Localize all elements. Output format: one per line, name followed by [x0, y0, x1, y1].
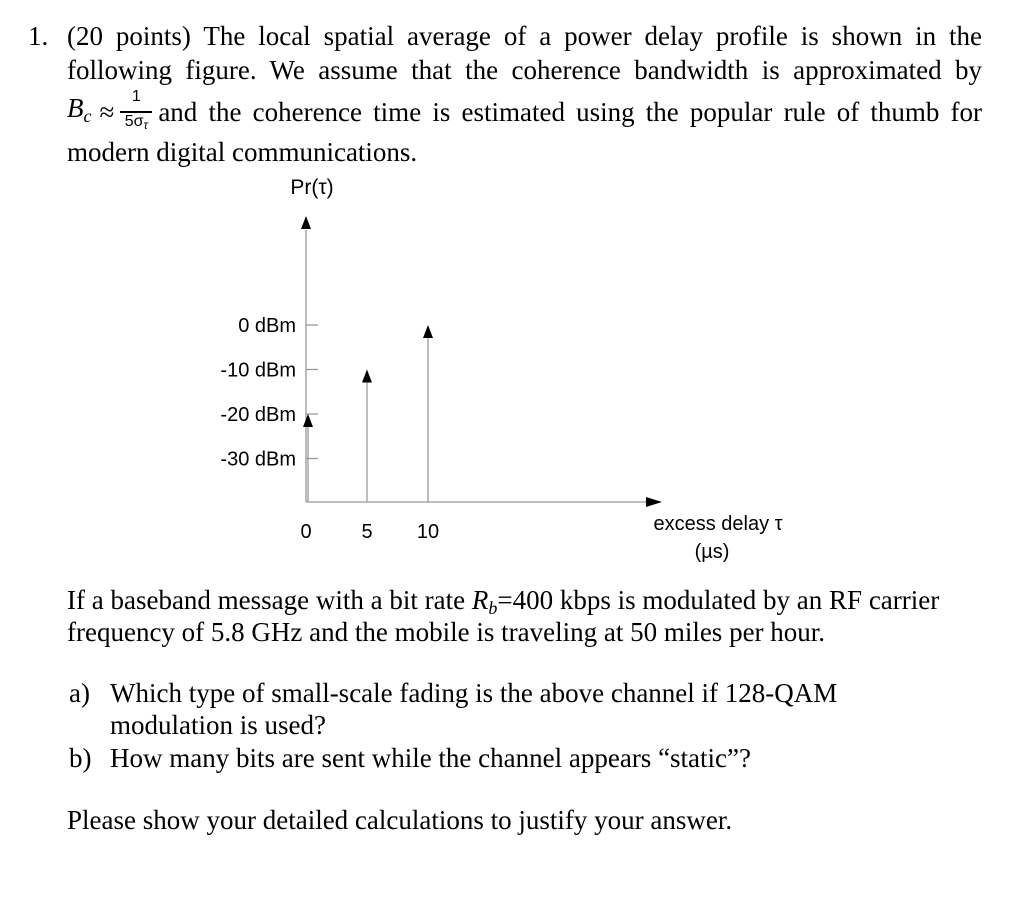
problem-line-2: following figure. We assume that the coherence bandwidth is approximated by [67, 55, 982, 85]
x-tick-label: 10 [416, 521, 440, 543]
question-a [69, 677, 837, 709]
rate-symbol: $R_b$ [471, 585, 498, 618]
question-a-continued: modulation is used? [110, 710, 326, 740]
problem-line-1: (20 points) The local spatial average of a power delay profile is shown in the [67, 21, 982, 51]
x-tick-label: 5 [361, 521, 373, 543]
question-b-text: How many bits are sent while the channel appears “static”? [110, 743, 751, 773]
y-tick-label: 0 dBm [238, 315, 296, 337]
y-tick-label: -10 dBm [220, 359, 296, 382]
axes [301, 216, 662, 507]
y-axis-label: Pr(τ) [290, 176, 334, 199]
x-axis-label: excess delay τ [653, 513, 783, 535]
x-tick-label: 0 [300, 521, 312, 543]
fraction-denominator: 5στ [124, 113, 148, 132]
y-tick-label: -30 dBm [220, 448, 296, 471]
question-b-label: b) [69, 743, 92, 773]
x-axis-unit: (µs) [694, 541, 730, 563]
problem-line-3-text: and the coherence time is estimated using the popular rule of thumb for [158, 97, 982, 127]
approx-symbol: ≈ [99, 97, 115, 127]
scenario-line-1: If a baseband message with a bit rate $R_b=400$ kbps is modulated by an RF carrier [67, 585, 940, 618]
y-axis-arrow [301, 216, 311, 229]
axis-labels [290, 176, 782, 563]
closing-instruction: Please show your detailed calculations to justify your answer. [67, 805, 733, 835]
fraction-numerator: 1 [131, 88, 141, 105]
y-tick-label: -20 dBm [220, 404, 296, 426]
stem-arrow [362, 370, 372, 383]
scenario-line-2: frequency of 5.8 GHz and the mobile is traveling at 50 miles per hour. [67, 617, 826, 647]
question-b [69, 742, 751, 774]
stem-arrow [303, 414, 313, 427]
tick-labels [220, 315, 439, 543]
stem-arrow [423, 325, 433, 338]
question-a-text: Which type of small-scale fading is the above channel if 128-QAM [110, 678, 838, 708]
x-axis-arrow [646, 497, 662, 507]
question-number: 1. [28, 21, 49, 51]
stems [303, 325, 433, 502]
question-a-label: a) [69, 678, 90, 708]
problem-line-4: modern digital communications. [67, 137, 418, 167]
formula-lhs: $B_c$ [67, 93, 92, 126]
